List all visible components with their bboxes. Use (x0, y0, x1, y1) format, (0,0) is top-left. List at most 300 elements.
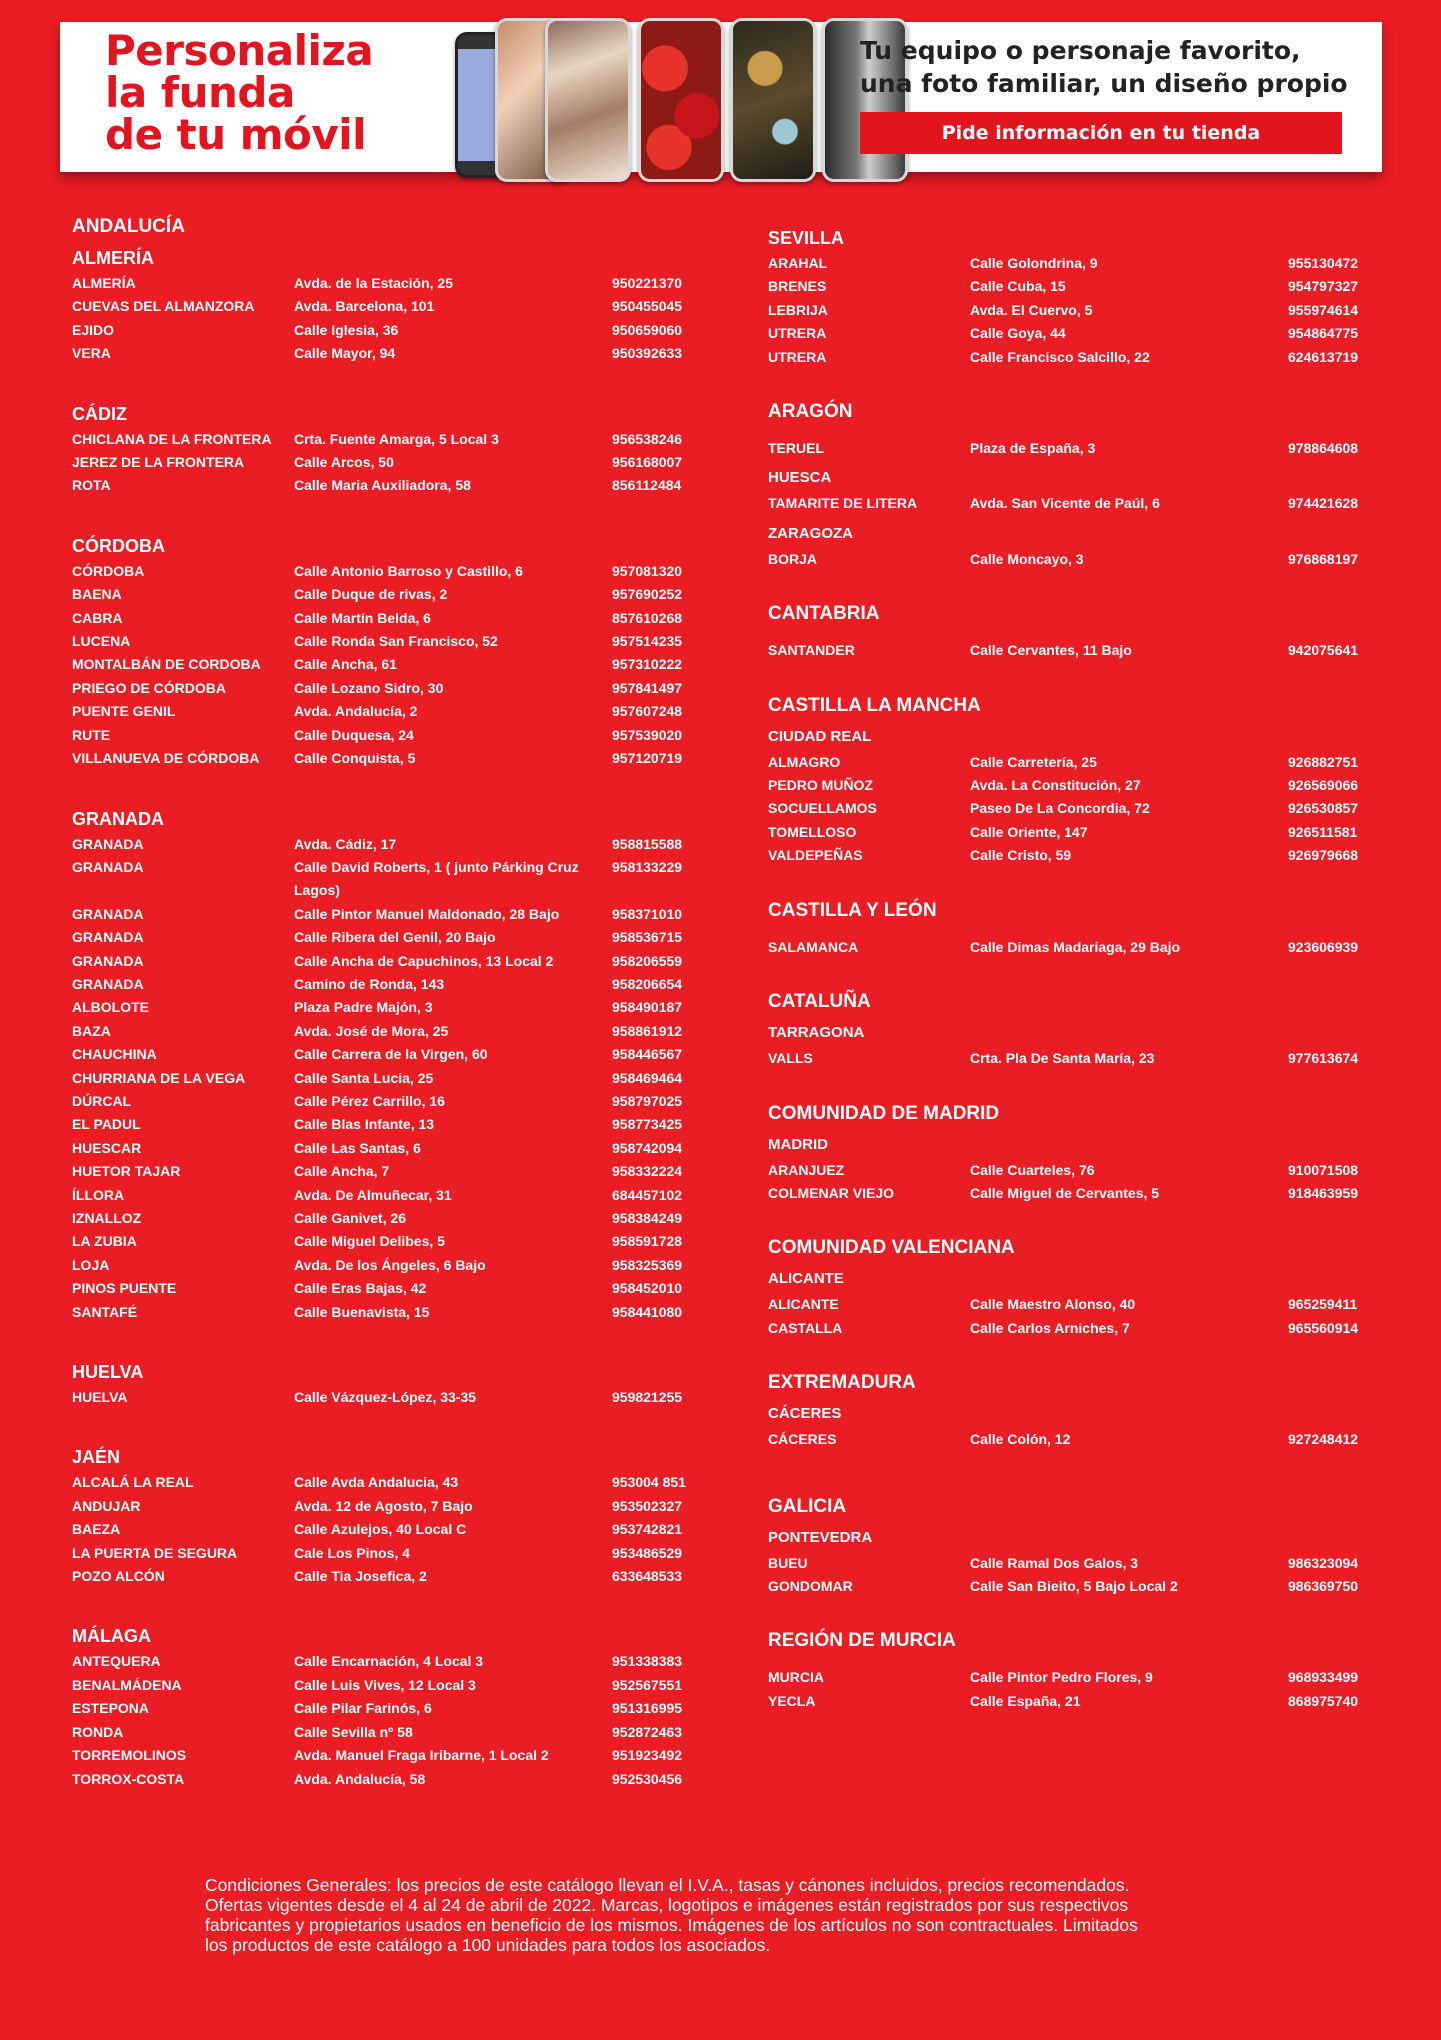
store-address: Calle Dimas Madariaga, 29 Bajo (970, 938, 1181, 955)
store-address: Calle Martín Belda, 6 (294, 609, 431, 626)
store-town: PUENTE GENIL (72, 703, 176, 720)
request-info-button[interactable]: Pide información en tu tienda (860, 112, 1342, 154)
store-phone: 958206559 (612, 952, 683, 969)
province-title: CIUDAD REAL (768, 727, 872, 745)
store-town: CABRA (72, 609, 123, 626)
store-row (768, 1047, 1378, 1070)
store-town: JEREZ DE LA FRONTERA (72, 454, 245, 471)
store-phone: 957607248 (612, 703, 683, 720)
store-address: Paseo De La Concordia, 72 (970, 800, 1150, 817)
store-phone: 957310222 (612, 656, 683, 673)
section-spacer (768, 627, 1378, 639)
section-spacer (768, 1654, 1378, 1666)
banner-tagline-line: una foto familiar, un diseño propio (860, 69, 1348, 98)
store-row (72, 1230, 712, 1253)
store-town: SALAMANCA (768, 938, 859, 955)
store-phone: 918463959 (1288, 1184, 1359, 1201)
store-phone: 957120719 (612, 750, 683, 767)
store-row (768, 322, 1378, 345)
store-phone: 976868197 (1288, 550, 1359, 567)
store-address: Cale Los Pinos, 4 (294, 1544, 410, 1561)
store-row (72, 583, 712, 606)
province-title: TARRAGONA (768, 1024, 865, 1042)
store-address: Calle Pilar Farinós, 6 (294, 1700, 432, 1717)
store-row (72, 1542, 712, 1565)
store-phone: 986323094 (1288, 1554, 1359, 1571)
store-town: CHAUCHINA (72, 1046, 157, 1063)
store-town: GRANADA (72, 952, 144, 969)
store-row (768, 299, 1378, 322)
store-town: UTRERA (768, 325, 827, 342)
store-row (72, 1184, 712, 1207)
store-address: Plaza de España, 3 (970, 440, 1096, 457)
store-address: Calle Ramal Dos Galos, 3 (970, 1554, 1139, 1571)
store-address: Plaza Padre Majón, 3 (294, 999, 433, 1016)
store-row (72, 451, 712, 474)
store-address: Calle Luis Vives, 12 Local 3 (294, 1676, 476, 1693)
store-phone: 942075641 (1288, 642, 1359, 659)
store-address: Calle Ribera del Genil, 20 Bajo (294, 929, 496, 946)
store-town: ARANJUEZ (768, 1161, 845, 1178)
store-address: Calle Ganivet, 26 (294, 1210, 407, 1226)
store-phone: 956538246 (612, 430, 683, 447)
phone-case-image (730, 18, 816, 182)
store-address: Calle Sevilla nº 58 (294, 1723, 413, 1740)
store-phone: 957514235 (612, 633, 683, 650)
store-town: TERUEL (768, 440, 824, 457)
store-town: BAEZA (72, 1521, 121, 1538)
store-town: HUELVA (72, 1389, 128, 1406)
store-town: POZO ALCÓN (72, 1568, 165, 1585)
store-phone: 926882751 (1288, 753, 1359, 770)
section-spacer (768, 663, 1378, 693)
store-row (72, 1137, 712, 1160)
store-row (72, 1495, 712, 1518)
store-address: Calle Pintor Manuel Maldonado, 28 Bajo (294, 905, 560, 922)
store-town: COLMENAR VIEJO (768, 1184, 895, 1201)
store-row (72, 630, 712, 653)
store-address: Avda. La Constitución, 27 (970, 777, 1141, 794)
store-address: Calle Conquista, 5 (294, 750, 416, 767)
store-row (72, 1160, 712, 1183)
store-row (768, 548, 1378, 571)
store-row (72, 1386, 712, 1409)
store-row (768, 437, 1378, 460)
store-phone: 956168007 (612, 454, 683, 471)
store-town: HUESCAR (72, 1139, 142, 1156)
section-spacer (72, 1588, 712, 1618)
store-address: Avda. Andalucía, 2 (294, 703, 418, 720)
store-address: Avda. Andalucía, 58 (294, 1770, 426, 1787)
store-town: RUTE (72, 726, 111, 743)
store-phone: 957841497 (612, 679, 683, 696)
store-row (72, 700, 712, 723)
store-town: YECLA (768, 1692, 816, 1709)
store-phone: 926511581 (1288, 823, 1358, 840)
store-town: EL PADUL (72, 1116, 141, 1133)
store-row (72, 926, 712, 949)
store-address: Calle Goya, 44 (970, 325, 1066, 342)
region-title: REGIÓN DE MURCIA (768, 1630, 956, 1652)
store-row (768, 492, 1378, 515)
store-address: Calle Cuarteles, 76 (970, 1161, 1095, 1178)
store-address: Avda. El Cuervo, 5 (970, 301, 1093, 318)
store-phone: 633648533 (612, 1568, 683, 1585)
store-row (72, 428, 712, 451)
store-address: Calle Santa Lucia, 25 (294, 1069, 434, 1086)
store-phone: 986369750 (1288, 1577, 1359, 1594)
store-phone: 965259411 (1288, 1296, 1358, 1313)
store-phone: 958742094 (612, 1139, 683, 1156)
store-town: BRENES (768, 278, 827, 295)
store-address: Calle Encarnación, 4 Local 3 (294, 1653, 484, 1670)
store-phone: 958815588 (612, 835, 683, 852)
province-title: GRANADA (72, 808, 164, 829)
store-phone: 926530857 (1288, 800, 1359, 817)
store-address: Avda. Cádiz, 17 (294, 835, 397, 852)
store-phone: 926979668 (1288, 847, 1359, 864)
store-row (768, 1552, 1378, 1575)
store-phone: 910071508 (1288, 1161, 1359, 1178)
store-town: PEDRO MUÑOZ (768, 777, 873, 794)
store-phone: 958861912 (612, 1022, 683, 1039)
store-town: ALMERÍA (72, 275, 136, 291)
store-phone: 953742821 (612, 1521, 683, 1538)
store-town: CHICLANA DE LA FRONTERA (72, 430, 272, 447)
general-conditions (205, 1875, 1255, 1955)
store-address: Calle Pérez Carrillo, 16 (294, 1092, 445, 1109)
store-address: Calle Azulejos, 40 Local C (294, 1521, 467, 1538)
banner-title-line: Personaliza (105, 26, 374, 75)
region-title: CATALUÑA (768, 991, 871, 1013)
store-row (72, 1471, 712, 1494)
province-title: CÁCERES (768, 1405, 842, 1423)
store-address: Calle España, 21 (970, 1692, 1081, 1709)
store-address: Avda. José de Mora, 25 (294, 1022, 449, 1039)
store-row (768, 639, 1378, 662)
store-town: EJIDO (72, 321, 115, 338)
store-town: GRANADA (72, 929, 144, 946)
store-phone: 958773425 (612, 1116, 683, 1133)
conditions-line: los productos de este catálogo a 100 unidades para todos los asociados. (205, 1935, 771, 1955)
province-title: MADRID (768, 1135, 828, 1153)
province-title: CÓRDOBA (72, 535, 165, 556)
store-phone: 950392633 (612, 345, 683, 362)
store-town: IZNALLOZ (72, 1210, 142, 1226)
store-town: ALICANTE (768, 1296, 839, 1313)
store-address: Calle Miguel Delibes, 5 (294, 1233, 445, 1250)
store-address: Calle San Bieito, 5 Bajo Local 2 (970, 1577, 1178, 1594)
store-phone: 954797327 (1288, 278, 1359, 295)
phone-case-image (545, 18, 631, 182)
store-row (72, 950, 712, 973)
section-spacer (72, 498, 712, 528)
store-town: MURCIA (768, 1669, 824, 1686)
store-phone: 952872463 (612, 1723, 683, 1740)
store-row (768, 1159, 1378, 1182)
store-town: VALLS (768, 1050, 813, 1067)
store-phone: 856112484 (612, 477, 682, 494)
store-address: Avda. De los Ángeles, 6 Bajo (294, 1256, 486, 1273)
province-title: HUELVA (72, 1362, 144, 1383)
store-row (768, 1690, 1378, 1713)
store-address: Calle Moncayo, 3 (970, 550, 1084, 567)
store-address: Calle Blas Infante, 13 (294, 1116, 435, 1133)
store-town: DÚRCAL (72, 1092, 132, 1109)
region-title: COMUNIDAD DE MADRID (768, 1102, 1000, 1124)
store-address: Avda. Manuel Fraga Iribarne, 1 Local 2 (294, 1747, 549, 1764)
store-phone: 953502327 (612, 1497, 683, 1514)
store-town: LEBRIJA (768, 301, 828, 318)
store-phone: 958591728 (612, 1233, 683, 1250)
province-title: JAÉN (72, 1447, 121, 1468)
store-address: Avda. De Almuñecar, 31 (294, 1186, 452, 1203)
store-row (72, 1207, 712, 1230)
region-title: COMUNIDAD VALENCIANA (768, 1237, 1015, 1259)
store-town: BENALMÁDENA (72, 1676, 182, 1693)
store-phone: 958452010 (612, 1280, 683, 1297)
store-row (768, 844, 1378, 867)
store-row (72, 996, 712, 1019)
section-spacer (768, 868, 1378, 898)
store-phone: 974421628 (1288, 495, 1359, 512)
store-town: RONDA (72, 1723, 124, 1740)
store-address: Crta. Pla De Santa María, 23 (970, 1050, 1155, 1067)
store-row (72, 560, 712, 583)
store-town: ANTEQUERA (72, 1653, 161, 1670)
province-title: CÁDIZ (72, 403, 127, 424)
store-row (768, 275, 1378, 298)
province-title: HUESCA (768, 469, 832, 487)
store-address: Calle Cuba, 15 (970, 278, 1066, 295)
store-phone: 950455045 (612, 298, 683, 315)
store-phone: 958536715 (612, 929, 683, 946)
store-phone: 923606939 (1288, 938, 1359, 955)
store-row (768, 774, 1378, 797)
phone-cases-image (395, 12, 905, 177)
store-town: VERA (72, 345, 111, 362)
section-spacer (72, 1324, 712, 1354)
banner-title (105, 26, 374, 159)
store-row (72, 747, 712, 770)
section-spacer (768, 1071, 1378, 1101)
store-town: TOMELLOSO (768, 823, 857, 840)
region-title: GALICIA (768, 1495, 847, 1517)
store-row (72, 1744, 712, 1767)
store-row (72, 1020, 712, 1043)
store-address: Calle Mayor, 94 (294, 345, 396, 362)
store-phone: 965560914 (1288, 1319, 1359, 1336)
store-phone: 857610268 (612, 609, 683, 626)
store-phone: 958371010 (612, 905, 683, 922)
store-address: Calle Carrera de la Virgen, 60 (294, 1046, 488, 1063)
store-row (72, 1113, 712, 1136)
store-address: Calle Maestro Alonso, 40 (970, 1296, 1136, 1313)
store-town: SANTAFÉ (72, 1303, 138, 1320)
store-row (72, 1043, 712, 1066)
store-row (72, 1768, 712, 1791)
store-phone: 958384249 (612, 1210, 683, 1226)
store-town: CHURRIANA DE LA VEGA (72, 1069, 246, 1086)
store-town: BORJA (768, 550, 818, 567)
store-phone: 957081320 (612, 562, 683, 579)
conditions-line: fabricantes y propietarios usados en beneficio de los mismos. Imágenes de los artículos no son contractuales. Limitados (205, 1915, 1138, 1935)
section-spacer (72, 1409, 712, 1439)
store-row (768, 1428, 1378, 1451)
store-row (72, 1254, 712, 1277)
store-town: SOCUELLAMOS (768, 800, 877, 817)
store-town: PINOS PUENTE (72, 1280, 177, 1297)
store-address: Avda. 12 de Agosto, 7 Bajo (294, 1497, 473, 1514)
store-town: LA PUERTA DE SEGURA (72, 1544, 238, 1561)
store-phone: 958441080 (612, 1303, 683, 1320)
store-phone: 958332224 (612, 1163, 683, 1180)
store-town: ROTA (72, 477, 111, 494)
store-town: TORROX-COSTA (72, 1770, 185, 1787)
store-phone: 926569066 (1288, 777, 1359, 794)
store-town: ÍLLORA (72, 1186, 125, 1203)
store-row (72, 1277, 712, 1300)
store-address: Calle Eras Bajas, 42 (294, 1280, 427, 1297)
store-phone: 968933499 (1288, 1669, 1359, 1686)
store-town: VILLANUEVA DE CÓRDOBA (72, 750, 260, 767)
store-town: ALBOLOTE (72, 999, 149, 1016)
store-row (72, 1067, 712, 1090)
store-phone: 624613719 (1288, 348, 1359, 365)
store-row (768, 1182, 1378, 1205)
store-address: Calle Carlos Arniches, 7 (970, 1319, 1130, 1336)
section-spacer (72, 366, 712, 396)
store-phone: 868975740 (1288, 1692, 1359, 1709)
section-spacer (768, 1205, 1378, 1235)
store-address: Calle Buenavista, 15 (294, 1303, 430, 1320)
region-title: CASTILLA LA MANCHA (768, 694, 981, 716)
store-address: Calle Ancha de Capuchinos, 13 Local 2 (294, 952, 554, 969)
store-phone: 958490187 (612, 999, 683, 1016)
store-address: Calle Colón, 12 (970, 1431, 1071, 1448)
province-title: ZARAGOZA (768, 524, 853, 542)
store-phone: 927248412 (1288, 1431, 1359, 1448)
store-town: SANTANDER (768, 642, 855, 659)
store-town: CÓRDOBA (72, 562, 145, 579)
store-phone: 950221370 (612, 275, 683, 291)
section-spacer (768, 1452, 1378, 1464)
store-town: ARAHAL (768, 255, 828, 271)
store-town: UTRERA (768, 348, 827, 365)
store-row (72, 1090, 712, 1113)
province-title: PONTEVEDRA (768, 1528, 873, 1546)
store-address: Camino de Ronda, 143 (294, 975, 445, 992)
store-town: BAENA (72, 586, 122, 603)
section-spacer (768, 1598, 1378, 1628)
store-address: Calle Pintor Pedro Flores, 9 (970, 1669, 1153, 1686)
store-address: Calle Arcos, 50 (294, 454, 394, 471)
store-address: Calle Tia Josefica, 2 (294, 1568, 427, 1585)
store-phone: 953486529 (612, 1544, 683, 1561)
store-phone: 951316995 (612, 1700, 683, 1717)
store-row (72, 677, 712, 700)
store-row (72, 342, 712, 365)
store-row (768, 252, 1378, 275)
store-row (768, 1575, 1378, 1598)
store-list-right (768, 220, 1378, 1713)
store-address: Calle Ancha, 61 (294, 656, 397, 673)
store-row (768, 821, 1378, 844)
phone-case-image (638, 18, 724, 182)
region-title: ARAGÓN (768, 401, 853, 423)
store-row (72, 1650, 712, 1673)
store-address: Calle Miguel de Cervantes, 5 (970, 1184, 1160, 1201)
section-spacer (768, 425, 1378, 437)
store-phone: 954864775 (1288, 325, 1359, 342)
store-phone: 959821255 (612, 1389, 683, 1406)
store-address: Calle Golondrina, 9 (970, 255, 1098, 271)
store-town: ALCALÁ LA REAL (72, 1474, 194, 1491)
store-row (72, 1721, 712, 1744)
store-address: Calle Las Santas, 6 (294, 1139, 421, 1156)
section-spacer (768, 1464, 1378, 1494)
store-address: Calle Ronda San Francisco, 52 (294, 633, 498, 650)
section-spacer (768, 571, 1378, 601)
store-town: TAMARITE DE LITERA (768, 495, 918, 512)
store-town: GRANADA (72, 858, 144, 875)
store-row (72, 1565, 712, 1588)
store-town: GRANADA (72, 835, 144, 852)
store-town: ALMAGRO (768, 753, 841, 770)
store-address: Calle Maria Auxiliadora, 58 (294, 477, 471, 494)
store-row (768, 751, 1378, 774)
store-row (72, 1674, 712, 1697)
province-title: ALICANTE (768, 1270, 844, 1288)
store-row (72, 319, 712, 342)
store-row (768, 797, 1378, 820)
region-title: CANTABRIA (768, 603, 880, 625)
store-town: LOJA (72, 1256, 110, 1273)
store-address: Calle Carretería, 25 (970, 753, 1097, 770)
store-row (768, 936, 1378, 959)
store-address: Calle Antonio Barroso y Castillo, 6 (294, 562, 523, 579)
store-address: Calle Avda Andalucia, 43 (294, 1474, 459, 1491)
store-phone: 684457102 (612, 1186, 683, 1203)
store-phone: 951923492 (612, 1747, 683, 1764)
store-phone: 952530456 (612, 1770, 683, 1787)
store-row (768, 346, 1378, 369)
store-row (72, 833, 712, 856)
province-title: ALMERÍA (72, 248, 154, 268)
store-address: Calle Lozano Sidro, 30 (294, 679, 444, 696)
store-town: PRIEGO DE CÓRDOBA (72, 679, 227, 696)
region-title: EXTREMADURA (768, 1372, 916, 1394)
store-phone: 958133229 (612, 858, 683, 875)
store-phone: 977613674 (1288, 1050, 1359, 1067)
store-row (72, 1518, 712, 1541)
conditions-line: Condiciones Generales: los precios de este catálogo llevan el I.V.A., tasas y cánones incluidos, precios recomendados. (205, 1875, 1130, 1895)
store-address: Calle Cervantes, 11 Bajo (970, 642, 1132, 659)
store-town: ANDUJAR (72, 1497, 141, 1514)
store-row (72, 856, 712, 903)
section-spacer (768, 959, 1378, 989)
store-row (72, 653, 712, 676)
store-phone: 955130472 (1288, 255, 1359, 271)
store-address: Avda. Barcelona, 101 (294, 298, 435, 315)
store-address: Avda. San Vicente de Paúl, 6 (970, 495, 1160, 512)
store-phone: 958797025 (612, 1092, 683, 1109)
conditions-line: Ofertas vigentes desde el 4 al 24 de abril de 2022. Marcas, logotipos e imágenes están registrados por sus respectivos (205, 1895, 1129, 1915)
store-town: GRANADA (72, 975, 144, 992)
store-phone: 955974614 (1288, 301, 1359, 318)
promo-banner (60, 22, 1382, 172)
store-address: Calle Duque de rivas, 2 (294, 586, 448, 603)
